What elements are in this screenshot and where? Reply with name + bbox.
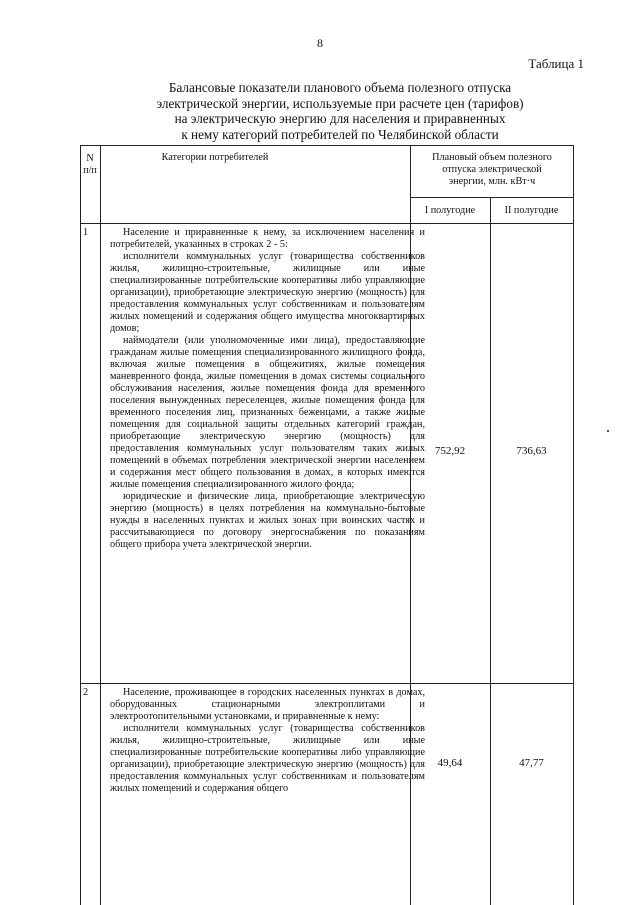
header-category: Категории потребителей bbox=[161, 152, 269, 163]
column-divider bbox=[490, 197, 491, 905]
title-line: на электрическую энергию для населения и приравненных bbox=[174, 111, 506, 126]
header-number bbox=[80, 153, 100, 177]
header-volume bbox=[412, 152, 572, 188]
column-divider bbox=[100, 145, 101, 905]
header-half2: II полугодие bbox=[504, 205, 559, 216]
row-divider bbox=[80, 683, 574, 684]
row-category-text bbox=[110, 687, 425, 795]
header-split-line bbox=[410, 197, 574, 198]
row-paragraph: Население, проживающее в городских населенных пунктах в домах, оборудованных стационарными электроплитами и электроотопительными установками, и приравненные к нему: bbox=[110, 687, 425, 723]
row-paragraph: исполнители коммунальных услуг (товарищества собственников жилья, жилищно-строительные, жилищные или иные специализированные потребительские кооперативы либо управляющие организации), приобретающие электрическую энергию (мощность) для предоставления коммунальных услуг собственникам и пользователям жилых помещений и содержания общего bbox=[110, 723, 425, 795]
header-half1: I полугодие bbox=[424, 205, 476, 216]
header-number-line: п/п bbox=[83, 165, 97, 176]
scan-speck bbox=[607, 430, 609, 432]
row-category-text bbox=[110, 227, 425, 551]
table-label: Таблица 1 bbox=[528, 56, 584, 71]
row-number: 1 bbox=[83, 227, 89, 238]
balance-table bbox=[80, 145, 574, 905]
row-half1-value: 49,64 bbox=[437, 757, 463, 769]
header-volume-line: отпуска электрической bbox=[442, 164, 542, 175]
header-volume-line: Плановый объем полезного bbox=[432, 152, 552, 163]
row-paragraph: Население и приравненные к нему, за исключением населения и потребителей, указанных в строках 2 - 5: bbox=[110, 227, 425, 251]
table-top-border bbox=[80, 145, 574, 146]
header-volume-line: энергии, млн. кВт·ч bbox=[448, 176, 536, 187]
header-number-line: N bbox=[86, 153, 94, 164]
document-title bbox=[100, 80, 580, 142]
title-line: электрической энергии, используемые при расчете цен (тарифов) bbox=[156, 95, 524, 111]
row-paragraph: юридические и физические лица, приобретающие электрическую энергию (мощность) в целях потребления на коммунально-бытовые нужды в населенных пунктах и жилых зонах при воинских частях и рассчитывающиеся по договору энергоснабжения по показаниям общего прибора учета электрической энергии. bbox=[110, 491, 425, 551]
row-half2-value: 736,63 bbox=[516, 445, 547, 457]
page-number: 8 bbox=[317, 36, 323, 50]
header-bottom-border bbox=[80, 223, 574, 224]
row-paragraph: наймодатели (или уполномоченные ими лица), предоставляющие гражданам жилые помещения специализированного жилищного фонда, включая жилые помещения в общежитиях, жилые помещения маневренного фонда, жилые помещения в домах системы социального обслуживания населения, жилые помещения фонда для временного поселения вынужденных переселенцев, жилые помещения фонда для временного поселения лиц, признанных беженцами, а также жилые помещения для социальной защиты отдельных категорий граждан, приобретающие электрическую энергию (мощность) для предоставления коммунальных услуг пользователям таких жилых помещений в объемах потребления электрической энергии населением и содержания мест общего пользования в домах, в которых имеются жилые помещения специализированного жилого фонда; bbox=[110, 335, 425, 491]
title-line: к нему категорий потребителей по Челябинской области bbox=[181, 126, 499, 142]
title-line: Балансовые показатели планового объема полезного отпуска bbox=[168, 80, 512, 95]
row-half2-value: 47,77 bbox=[519, 757, 544, 769]
table-left-border bbox=[80, 145, 81, 905]
table-right-border bbox=[573, 145, 574, 905]
row-number: 2 bbox=[83, 687, 89, 698]
row-paragraph: исполнители коммунальных услуг (товарищества собственников жилья, жилищно-строительные, жилищные или иные специализированные потребительские кооперативы либо управляющие организации), приобретающие электрическую энергию (мощность) для предоставления коммунальных услуг собственникам и пользователям жилых помещений и содержания общего имущества многоквартирных домов; bbox=[110, 251, 425, 335]
row-half1-value: 752,92 bbox=[434, 445, 466, 457]
